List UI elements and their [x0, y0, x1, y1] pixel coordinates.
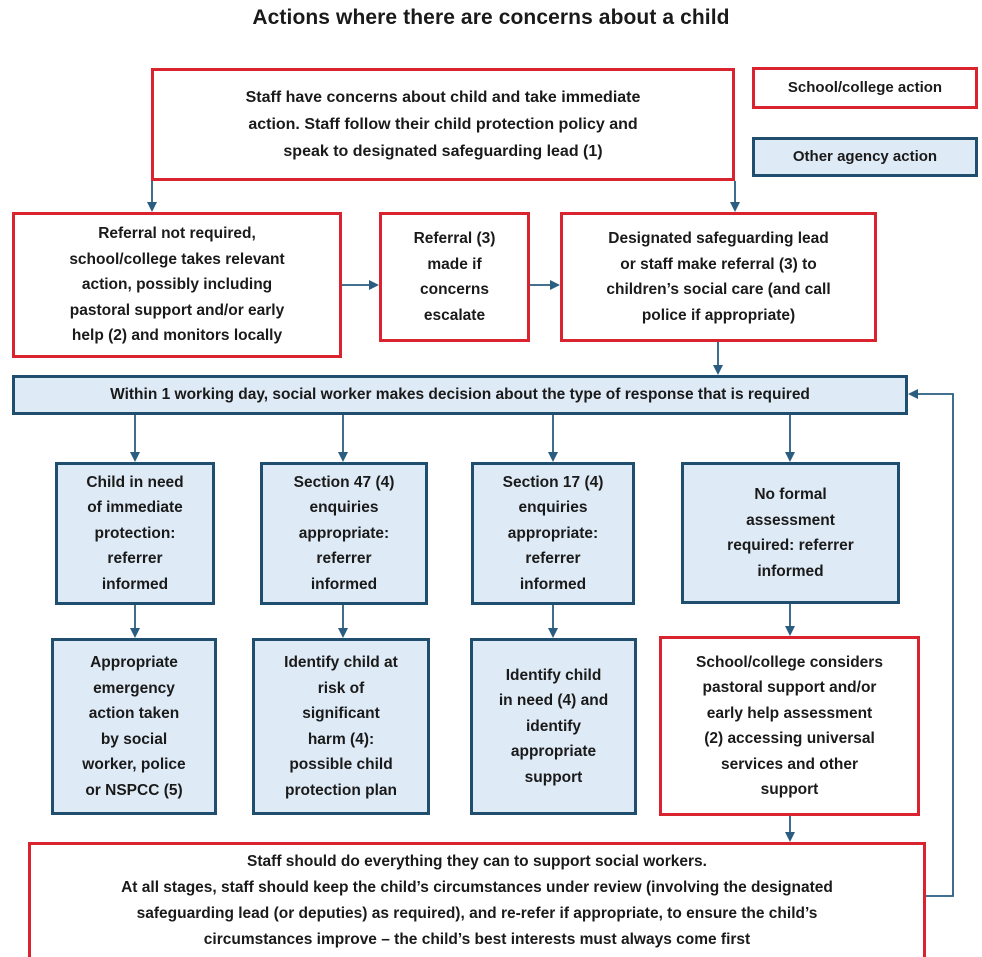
box-referral-not-required-text: Referral not required, school/college takes relevant action, possibly including pastoral support and/or early help (2) and monitors locally [69, 225, 285, 345]
box-referral-escalate-text: Referral (3) made if concerns escalate [413, 230, 496, 324]
box-emergency-action-text: Appropriate emergency action taken by social worker, police or NSPCC (5) [82, 654, 186, 799]
page-title: Actions where there are concerns about a child [252, 6, 730, 29]
box-significant-harm-text: Identify child at risk of significant harm (4): possible child protection plan [284, 654, 398, 799]
arrow-feedback-loop [910, 394, 953, 896]
box-section-17-text: Section 17 (4) enquiries appropriate: referrer informed [502, 473, 604, 593]
box-child-in-need-text: Identify child in need (4) and identify appropriate support [498, 666, 609, 786]
box-no-formal-assessment-text: No formal assessment required: referrer informed [727, 486, 854, 580]
box-social-worker-decision-text: Within 1 working day, social worker makes decision about the type of response that is required [110, 386, 810, 404]
box-section-47-text: Section 47 (4) enquiries appropriate: referrer informed [293, 473, 395, 593]
box-school-considers-text: School/college considers pastoral support and/or early help assessment (2) accessing universal services and other support [696, 653, 883, 798]
box-dsl-referral-text: Designated safeguarding lead or staff make referral (3) to children’s social care (and call police if appropriate) [606, 230, 831, 324]
box-immediate-protection-text: Child in need of immediate protection: referrer informed [86, 473, 184, 593]
legend-other-agency-action-label: Other agency action [792, 148, 938, 166]
box-initial-concerns-text: Staff have concerns about child and take immediate action. Staff follow their child protection policy and speak to designated safeguarding lead (1) [245, 89, 641, 160]
box-final-guidance-text: Staff should do everything they can to support social workers. At all stages, staff should keep the child’s circumstances under review (involving the designated safeguarding lead (or deputies) as required), and re-refer if appropriate, to ensure the child’s circumstances improve – the child’s best interests must always come first [121, 853, 833, 948]
legend-school-action-label: School/college action [787, 79, 943, 97]
